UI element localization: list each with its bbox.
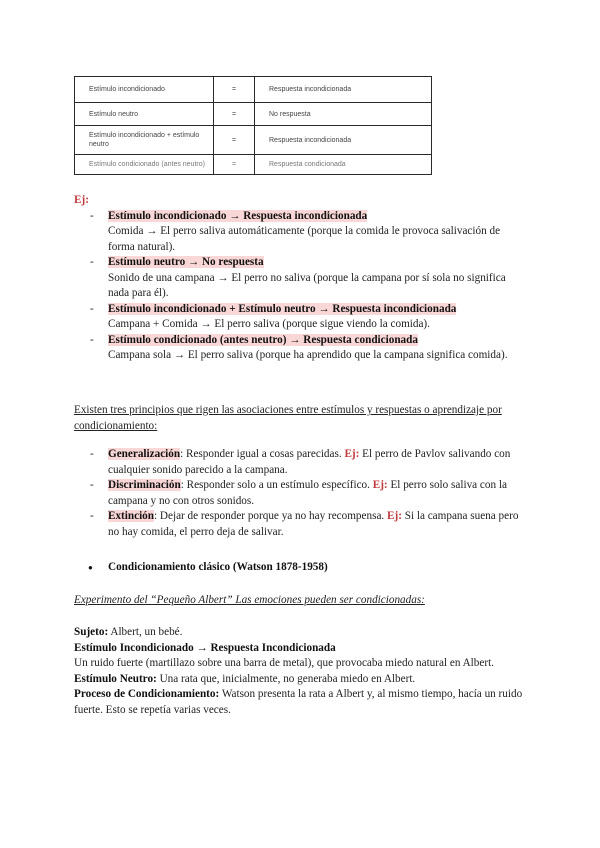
table-cell-stimulus: Estímulo incondicionado + estímulo neutro bbox=[75, 126, 214, 155]
section-bullet bbox=[74, 560, 524, 576]
principle-ej: Ej: bbox=[344, 448, 360, 460]
principle-desc: : Responder solo a un estímulo específico. bbox=[180, 479, 373, 491]
example-title: Estímulo neutro → No respuesta bbox=[108, 256, 264, 268]
table-cell-equals: = bbox=[214, 155, 255, 175]
list-item bbox=[74, 478, 524, 509]
en-value: Una rata que, inicialmente, no generaba miedo en Albert. bbox=[156, 672, 416, 685]
principles-section bbox=[74, 447, 524, 540]
example-body: Campana sola → El perro saliva (porque ha aprendido que la campana significa comida). bbox=[108, 349, 508, 361]
example-title: Estímulo incondicionado + Estímulo neutro → Respuesta incondicionada bbox=[108, 302, 457, 315]
example-title: Estímulo condicionado (antes neutro) → Respuesta condicionada bbox=[108, 333, 418, 346]
principle-example: El perro de Pavlov salivando con cualquier sonido parecido a la campana. bbox=[108, 448, 511, 476]
principle-term: Extinción bbox=[108, 510, 155, 522]
table-cell-stimulus: Estímulo incondicionado bbox=[75, 77, 214, 103]
pc-line bbox=[74, 687, 524, 718]
list-item bbox=[74, 509, 524, 540]
equivalence-table bbox=[74, 76, 432, 175]
examples-section bbox=[74, 193, 524, 364]
list-item bbox=[74, 209, 524, 256]
pc-label: Proceso de Condicionamiento: bbox=[74, 688, 220, 700]
principle-example: Si la campana suena pero no hay comida, el perro deja de salivar. bbox=[108, 510, 519, 538]
table-row bbox=[75, 77, 432, 103]
list-item bbox=[74, 333, 524, 364]
table-cell-equals: = bbox=[214, 77, 255, 103]
list-item bbox=[74, 255, 524, 302]
en-line bbox=[74, 672, 524, 688]
experiment-details bbox=[74, 625, 524, 718]
ei-label: Estímulo Incondicionado → Respuesta Incondicionada bbox=[74, 641, 336, 654]
principle-example: El perro solo saliva con la campana y no con otros sonidos. bbox=[108, 479, 507, 507]
table-cell-response: Respuesta incondicionada bbox=[255, 77, 432, 103]
table-row bbox=[75, 103, 432, 126]
ej-heading: Ej: bbox=[74, 194, 89, 206]
example-body: Comida → El perro saliva automáticamente (porque la comida le provoca salivación de forma natural). bbox=[108, 225, 501, 253]
example-title: Estímulo incondicionado → Respuesta incondicionada bbox=[108, 209, 368, 222]
ei-line bbox=[74, 641, 524, 657]
principles-intro: Existen tres principios que rigen las asociaciones entre estímulos y respuestas o aprendizaje por condicionamiento: bbox=[74, 404, 502, 432]
en-label: Estímulo Neutro: bbox=[74, 672, 157, 685]
subject-line bbox=[74, 625, 524, 641]
subject-label: Sujeto: bbox=[74, 626, 109, 638]
principle-ej: Ej: bbox=[372, 479, 388, 491]
example-body: Campana + Comida → El perro saliva (porque sigue viendo la comida). bbox=[108, 318, 430, 330]
table-cell-stimulus: Estímulo condicionado (antes neutro) bbox=[75, 155, 214, 175]
ei-desc: Un ruido fuerte (martillazo sobre una barra de metal), que provocaba miedo natural en Albert. bbox=[74, 657, 494, 669]
example-body: Sonido de una campana → El perro no saliva (porque la campana por sí sola no significa nada para él). bbox=[108, 271, 506, 299]
table-row bbox=[75, 126, 432, 155]
principle-desc: : Responder igual a cosas parecidas. bbox=[180, 448, 345, 460]
list-item bbox=[74, 447, 524, 478]
principle-term: Generalización bbox=[108, 448, 181, 460]
subject-value: Albert, un bebé. bbox=[108, 626, 183, 638]
section-heading: ● Condicionamiento clásico (Watson 1878-1958) bbox=[74, 560, 524, 576]
table-row bbox=[75, 155, 432, 175]
list-item bbox=[74, 302, 524, 333]
table-cell-equals: = bbox=[214, 103, 255, 126]
examples-list bbox=[74, 209, 524, 364]
principle-ej: Ej: bbox=[387, 510, 402, 522]
table-cell-response: Respuesta condicionada bbox=[255, 155, 432, 175]
table-cell-equals: = bbox=[214, 126, 255, 155]
pc-value: Watson presenta la rata a Albert y, al mismo tiempo, hacía un ruido fuerte. Esto se repetía varias veces. bbox=[74, 688, 523, 716]
table-cell-response: Respuesta incondicionada bbox=[255, 126, 432, 155]
principle-desc: : Dejar de responder porque ya no hay recompensa. bbox=[154, 510, 387, 522]
principle-term: Discriminación bbox=[108, 479, 181, 491]
principles-list bbox=[74, 447, 524, 540]
experiment-title: Experimento del “Pequeño Albert” Las emociones pueden ser condicionadas: bbox=[74, 594, 425, 606]
table-cell-stimulus: Estímulo neutro bbox=[75, 103, 214, 126]
table-cell-response: No respuesta bbox=[255, 103, 432, 126]
